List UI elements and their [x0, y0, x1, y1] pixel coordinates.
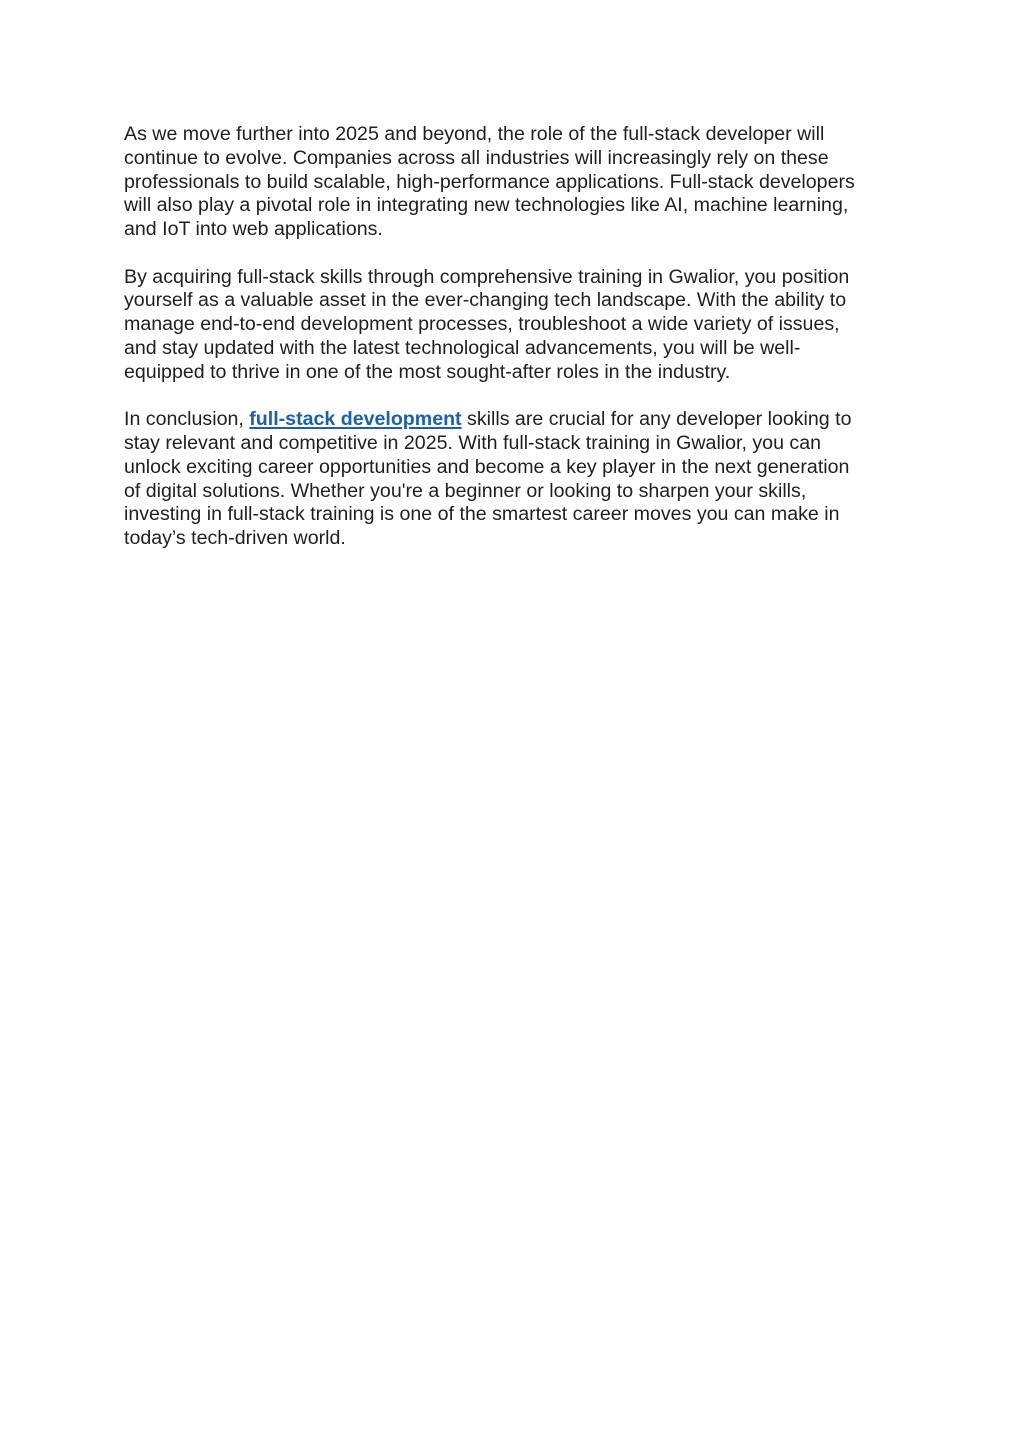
text-line: today’s tech-driven world. — [124, 527, 346, 550]
paragraph-future-outlook — [124, 123, 904, 242]
text-line: continue to evolve. Companies across all industries will increasingly rely on these — [124, 146, 829, 169]
text-line: stay relevant and competitive in 2025. With full-stack training in Gwalior, you can — [124, 431, 822, 454]
text-line: manage end-to-end development processes, troubleshoot a wide variety of issues, — [124, 313, 840, 336]
document-body — [124, 123, 904, 575]
text-line: As we move further into 2025 and beyond, the role of the full-stack developer will — [124, 123, 825, 145]
text-line: of digital solutions. Whether you're a beginner or looking to sharpen your skills, — [124, 479, 807, 502]
text-after-link: skills are crucial for any developer looking to — [461, 408, 852, 431]
text-line: By acquiring full-stack skills through comprehensive training in Gwalior, you position — [124, 265, 850, 288]
text-line: investing in full-stack training is one of the smartest career moves you can make in — [124, 503, 840, 526]
text-line: yourself as a valuable asset in the ever-changing tech landscape. With the ability to — [124, 289, 847, 312]
text-line: unlock exciting career opportunities and become a key player in the next generation — [124, 455, 850, 478]
text-line: will also play a pivotal role in integrating new technologies like AI, machine learning, — [124, 194, 849, 217]
paragraph-training-benefits — [124, 266, 904, 385]
text-line: and stay updated with the latest technological advancements, you will be well- — [124, 336, 801, 359]
text-line: and IoT into web applications. — [124, 218, 383, 241]
paragraph-conclusion — [124, 408, 904, 551]
full-stack-development-link[interactable]: full-stack development — [249, 408, 462, 431]
text-before-link: In conclusion, — [124, 408, 250, 431]
text-line-with-link — [124, 408, 904, 432]
text-line: professionals to build scalable, high-performance applications. Full-stack developers — [124, 170, 855, 193]
text-line: equipped to thrive in one of the most sought-after roles in the industry. — [124, 360, 731, 383]
